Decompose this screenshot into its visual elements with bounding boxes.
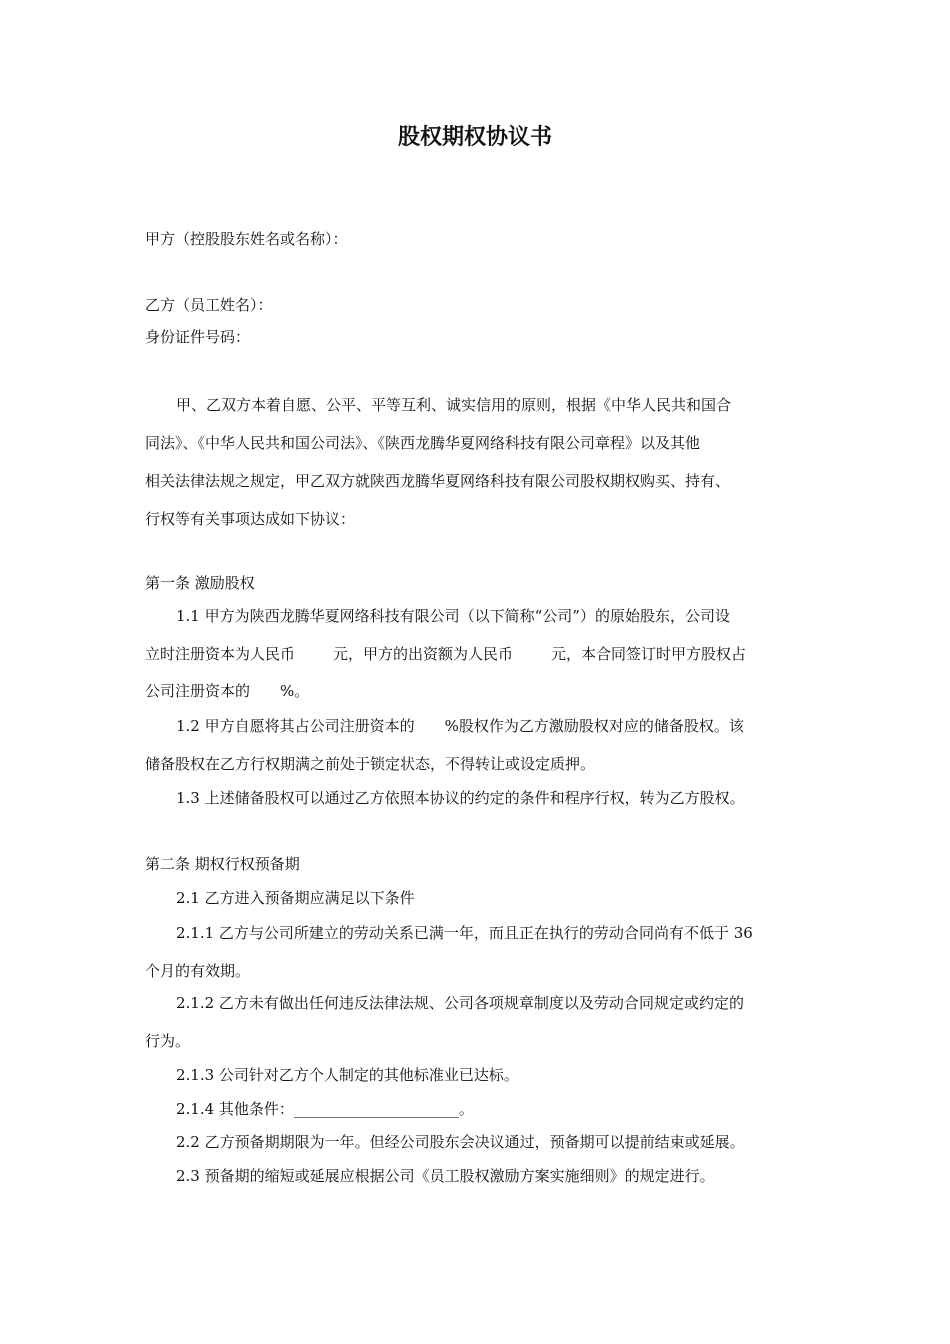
clause-2-1-1: 2.1.1 乙方与公司所建立的劳动关系已满一年，而且正在执行的劳动合同尚有不低于 36 — [176, 924, 753, 942]
clause-2-1-3: 2.1.3 公司针对乙方个人制定的其他标准业已达标。 — [176, 1066, 519, 1084]
clause-1-1-cont — [145, 643, 825, 665]
preamble-line: 相关法律法规之规定，甲乙双方就陕西龙腾华夏网络科技有限公司股权期权购买、持有、 — [145, 472, 731, 490]
clause-1-1: 1.1 甲方为陕西龙腾华夏网络科技有限公司（以下简称“公司”）的原始股东，公司设 — [176, 607, 730, 625]
preamble-line: 甲、乙双方本着自愿、公平、平等互利、诚实信用的原则，根据《中华人民共和国合 — [176, 396, 732, 414]
clause-2-1-4: 2.1.4 其他条件：______________________。 — [176, 1100, 474, 1118]
clause-1-2-cont: 储备股权在乙方行权期满之前处于锁定状态，不得转让或设定质押。 — [145, 755, 596, 773]
clause-2-1-1-cont: 个月的有效期。 — [145, 962, 251, 980]
party-b-line: 乙方（员工姓名）： — [145, 296, 273, 314]
preamble-line: 同法》、《中华人民共和国公司法》、《陕西龙腾华夏网络科技有限公司章程》以及其他 — [145, 434, 701, 452]
clause-2-3: 2.3 预备期的缩短或延展应根据公司《员工股权激励方案实施细则》的规定进行。 — [176, 1167, 715, 1185]
clause-text: %股权作为乙方激励股权对应的储备股权。该 — [444, 717, 744, 735]
clause-2-1-2-cont: 行为。 — [145, 1032, 191, 1050]
clause-text: %。 — [280, 682, 310, 700]
document-title: 股权期权协议书 — [397, 124, 552, 150]
party-a-line: 甲方（控股股东姓名或名称）： — [145, 230, 348, 248]
clause-2-1: 2.1 乙方进入预备期应满足以下条件 — [176, 889, 415, 907]
id-number-line: 身份证件号码： — [145, 328, 251, 346]
clause-2-2: 2.2 乙方预备期期限为一年。但经公司股东会决议通过，预备期可以提前结束或延展。 — [176, 1133, 745, 1151]
article-2-heading: 第二条 期权行权预备期 — [145, 855, 300, 873]
clause-text: 立时注册资本为人民币 — [145, 645, 296, 663]
preamble-line: 行权等有关事项达成如下协议： — [145, 510, 356, 528]
article-1-heading: 第一条 激励股权 — [145, 574, 255, 592]
clause-text: 公司注册资本的 — [145, 682, 251, 700]
clause-1-2 — [176, 715, 826, 737]
clause-text: 元，本合同签订时甲方股权占 — [551, 645, 747, 663]
clause-1-3: 1.3 上述储备股权可以通过乙方依照本协议的约定的条件和程序行权，转为乙方股权。 — [176, 789, 745, 807]
clause-text: 元，甲方的出资额为人民币 — [333, 645, 514, 663]
clause-2-1-2: 2.1.2 乙方未有做出任何违反法律法规、公司各项规章制度以及劳动合同规定或约定的 — [176, 994, 744, 1012]
clause-1-1-cont — [145, 680, 825, 702]
clause-text: 1.2 甲方自愿将其占公司注册资本的 — [176, 717, 415, 735]
